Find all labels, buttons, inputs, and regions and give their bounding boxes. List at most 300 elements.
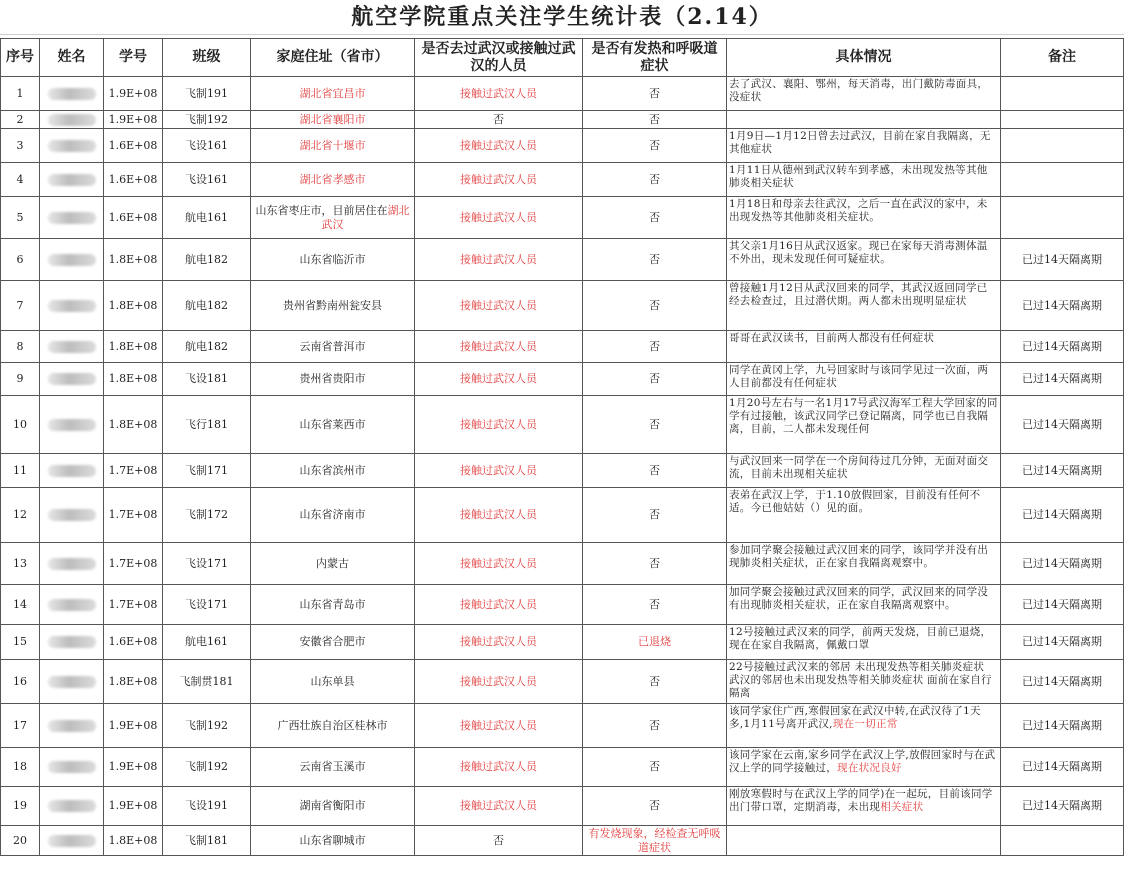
fever-text: 否	[649, 597, 660, 611]
address-cell	[251, 543, 415, 585]
name-cell	[40, 396, 104, 454]
detail-text: 22号接触过武汉来的邻居 未出现发热等相关肺炎症状 武汉的邻居也未出现发热等相关肺炎症状 面前在家自行隔离	[729, 661, 992, 699]
address-text: 湖北省宜昌市	[299, 86, 366, 100]
fever-cell	[583, 111, 727, 129]
note-cell	[1001, 704, 1124, 748]
detail-cell	[727, 748, 1001, 787]
note-cell	[1001, 197, 1124, 239]
fever-text: 否	[649, 417, 660, 431]
seq-text: 19	[13, 799, 27, 812]
class-cell	[163, 625, 251, 660]
student-id-text: 1.9E+08	[108, 718, 158, 732]
class-text: 飞制191	[185, 86, 228, 100]
wuhan-cell	[415, 748, 583, 787]
address-cell	[251, 129, 415, 163]
class-cell	[163, 748, 251, 787]
wuhan-cell	[415, 543, 583, 585]
name-redacted	[48, 373, 96, 385]
name-cell	[40, 111, 104, 129]
wuhan-cell	[415, 454, 583, 488]
name-cell	[40, 826, 104, 856]
student-id-text: 1.8E+08	[108, 674, 158, 688]
name-cell	[40, 625, 104, 660]
detail-text: 其父亲1月16日从武汉返家。现已在家每天消毒测体温不外出，现未发现任何可疑症状。	[729, 240, 988, 265]
name-cell	[40, 660, 104, 704]
detail-cell	[727, 787, 1001, 826]
name-cell	[40, 281, 104, 331]
detail-text: 该同学家在云南,家乡同学在武汉上学,放假回家时与在武汉上学的同学接触过，	[729, 749, 996, 774]
seq-text: 13	[13, 556, 27, 570]
name-redacted	[48, 800, 96, 812]
detail-cell	[727, 163, 1001, 197]
wuhan-cell	[415, 787, 583, 826]
wuhan-cell	[415, 660, 583, 704]
seq-cell	[1, 363, 40, 396]
header-address: 家庭住址（省市）	[251, 39, 415, 77]
fever-cell	[583, 748, 727, 787]
detail-red-text: 相关症状	[880, 801, 924, 813]
table-row	[1, 111, 1124, 129]
address-text: 贵州省贵阳市	[299, 372, 366, 385]
fever-text: 否	[649, 252, 660, 266]
fever-text: 否	[649, 508, 660, 521]
wuhan-contact-text: 接触过武汉人员	[460, 635, 537, 648]
class-text: 飞设161	[185, 138, 228, 152]
note-cell	[1001, 331, 1124, 363]
header-detail: 具体情况	[727, 39, 1001, 77]
table-row	[1, 826, 1124, 856]
wuhan-contact-text: 接触过武汉人员	[460, 138, 537, 152]
address-text: 山东省聊城市	[299, 833, 366, 847]
detail-cell	[727, 77, 1001, 111]
seq-text: 6	[16, 252, 24, 266]
id-cell	[104, 660, 163, 704]
note-cell	[1001, 239, 1124, 281]
fever-text: 否	[649, 799, 660, 812]
wuhan-cell	[415, 129, 583, 163]
table-row	[1, 331, 1124, 363]
wuhan-contact-text: 接触过武汉人员	[460, 597, 537, 611]
note-text: 已过14天隔离期	[1022, 718, 1102, 732]
note-cell	[1001, 396, 1124, 454]
address-text: 贵州省黔南州瓮安县	[283, 298, 382, 312]
table-row	[1, 77, 1124, 111]
id-cell	[104, 197, 163, 239]
fever-cell	[583, 543, 727, 585]
seq-text: 15	[13, 635, 27, 648]
seq-cell	[1, 197, 40, 239]
address-cell	[251, 748, 415, 787]
seq-cell	[1, 787, 40, 826]
fever-text: 否	[649, 463, 660, 477]
name-redacted	[48, 720, 96, 732]
fever-text: 否	[649, 112, 660, 126]
wuhan-cell	[415, 704, 583, 748]
student-id-text: 1.9E+08	[108, 112, 158, 126]
seq-text: 9	[16, 372, 24, 385]
fever-cell	[583, 660, 727, 704]
seq-text: 4	[16, 172, 24, 186]
wuhan-cell	[415, 488, 583, 543]
address-cell	[251, 111, 415, 129]
name-cell	[40, 748, 104, 787]
student-id-text: 1.7E+08	[108, 463, 158, 477]
fever-cell	[583, 625, 727, 660]
seq-cell	[1, 331, 40, 363]
class-text: 飞设171	[185, 556, 228, 570]
name-cell	[40, 129, 104, 163]
table-row	[1, 488, 1124, 543]
fever-text: 否	[649, 172, 660, 186]
student-id-text: 1.6E+08	[108, 635, 158, 648]
class-text: 飞制181	[185, 833, 228, 847]
table-row	[1, 454, 1124, 488]
student-id-text: 1.8E+08	[108, 833, 158, 847]
note-cell	[1001, 660, 1124, 704]
note-cell	[1001, 625, 1124, 660]
detail-text: 1月18日和母亲去往武汉，之后一直在武汉的家中，未出现发热等其他肺炎相关症状。	[729, 198, 988, 223]
fever-cell	[583, 826, 727, 856]
detail-text: 1月20号左右与一名1月17号武汉海军工程大学回家的同学有过接触，该武汉同学已登记隔离，同学也已自我隔离，目前，二人都未发现任何	[729, 397, 998, 435]
wuhan-contact-text: 接触过武汉人员	[460, 339, 537, 353]
class-text: 航电182	[185, 252, 228, 266]
id-cell	[104, 331, 163, 363]
address-text: 山东省青岛市	[299, 597, 366, 611]
address-cell	[251, 331, 415, 363]
fever-cell	[583, 704, 727, 748]
fever-cell	[583, 396, 727, 454]
name-redacted	[48, 114, 96, 126]
detail-cell	[727, 239, 1001, 281]
detail-text: 曾接触1月12日从武汉回来的同学，其武汉返回同学已经去检查过，且过潜伏期。两人都未出现明显症状	[729, 282, 988, 307]
wuhan-contact-text: 接触过武汉人员	[460, 718, 537, 732]
name-redacted	[48, 835, 96, 847]
class-text: 飞制192	[185, 718, 228, 732]
class-text: 飞设171	[185, 597, 228, 611]
address-cell	[251, 396, 415, 454]
wuhan-cell	[415, 625, 583, 660]
id-cell	[104, 281, 163, 331]
student-id-text: 1.8E+08	[108, 417, 158, 431]
id-cell	[104, 363, 163, 396]
class-cell	[163, 660, 251, 704]
seq-cell	[1, 239, 40, 281]
wuhan-cell	[415, 197, 583, 239]
detail-text: 刚放寒假时与在武汉上学的同学)在一起玩，目前该同学出门带口罩，定期消毒，未出现	[729, 788, 993, 813]
class-cell	[163, 77, 251, 111]
table-row	[1, 787, 1124, 826]
seq-text: 2	[16, 112, 24, 126]
detail-text: 1月9日—1月12日曾去过武汉，目前在家自我隔离，无其他症状	[729, 130, 991, 155]
table-row	[1, 129, 1124, 163]
table-row	[1, 396, 1124, 454]
name-cell	[40, 585, 104, 625]
class-cell	[163, 331, 251, 363]
student-id-text: 1.8E+08	[108, 372, 158, 385]
address-cell	[251, 585, 415, 625]
detail-cell	[727, 454, 1001, 488]
fever-text: 否	[649, 86, 660, 100]
wuhan-contact-text: 接触过武汉人员	[460, 298, 537, 312]
student-id-text: 1.9E+08	[108, 760, 158, 773]
table-row	[1, 281, 1124, 331]
fever-cell	[583, 363, 727, 396]
fever-cell	[583, 281, 727, 331]
class-text: 飞设161	[185, 172, 228, 186]
address-text: 安徽省合肥市	[299, 635, 366, 648]
id-cell	[104, 163, 163, 197]
name-redacted	[48, 465, 96, 477]
seq-cell	[1, 163, 40, 197]
id-cell	[104, 454, 163, 488]
address-cell	[251, 77, 415, 111]
seq-cell	[1, 77, 40, 111]
address-text: 云南省玉溪市	[299, 760, 366, 773]
fever-text: 否	[649, 372, 660, 385]
seq-cell	[1, 396, 40, 454]
wuhan-contact-text: 接触过武汉人员	[460, 508, 537, 521]
detail-text: 去了武汉、襄阳、鄂州，每天消毒，出门戴防毒面具，没症状	[729, 78, 989, 103]
wuhan-contact-text: 接触过武汉人员	[460, 210, 537, 224]
wuhan-contact-text: 接触过武汉人员	[460, 86, 537, 100]
detail-cell	[727, 625, 1001, 660]
address-cell	[251, 239, 415, 281]
class-text: 飞行181	[185, 417, 228, 431]
address-text: 湖北省襄阳市	[299, 112, 366, 126]
fever-text: 否	[649, 210, 660, 224]
id-cell	[104, 748, 163, 787]
detail-cell	[727, 585, 1001, 625]
note-cell	[1001, 826, 1124, 856]
id-cell	[104, 77, 163, 111]
detail-cell	[727, 660, 1001, 704]
wuhan-contact-text: 接触过武汉人员	[460, 556, 537, 570]
fever-text: 否	[649, 674, 660, 688]
fever-text: 否	[649, 339, 660, 353]
id-cell	[104, 543, 163, 585]
address-cell	[251, 625, 415, 660]
note-text: 已过14天隔离期	[1022, 252, 1102, 266]
name-cell	[40, 454, 104, 488]
note-text: 已过14天隔离期	[1022, 372, 1102, 385]
name-cell	[40, 331, 104, 363]
name-redacted	[48, 88, 96, 100]
student-table	[0, 38, 1124, 856]
note-cell	[1001, 363, 1124, 396]
address-cell	[251, 826, 415, 856]
detail-text: 与武汉回来一同学在一个房间待过几分钟，无面对面交流，目前未出现相关症状	[729, 455, 989, 480]
detail-red-text: 现在状况良好	[837, 762, 902, 774]
seq-cell	[1, 454, 40, 488]
fever-cell	[583, 129, 727, 163]
name-cell	[40, 543, 104, 585]
class-cell	[163, 163, 251, 197]
wuhan-contact-text: 接触过武汉人员	[460, 799, 537, 812]
class-text: 航电182	[185, 339, 228, 353]
detail-text: 12号接触过武汉来的同学，前两天发烧，目前已退烧，现在在家自我隔离，佩戴口罩	[729, 626, 992, 651]
name-cell	[40, 163, 104, 197]
detail-text: 参加同学聚会接触过武汉回来的同学，该同学并没有出现肺炎相关症状，正在家自我隔离观察中。	[729, 544, 989, 569]
note-text: 已过14天隔离期	[1022, 463, 1102, 477]
seq-text: 7	[16, 298, 24, 312]
seq-text: 3	[16, 138, 24, 152]
wuhan-cell	[415, 396, 583, 454]
address-text: 山东省济南市	[299, 508, 366, 521]
detail-cell	[727, 704, 1001, 748]
seq-cell	[1, 488, 40, 543]
note-cell	[1001, 543, 1124, 585]
header-note: 备注	[1001, 39, 1124, 77]
fever-text: 否	[649, 138, 660, 152]
detail-text: 该同学家住广西,寒假回家在武汉中转,在武汉待了1天多,1月11号离开武汉,	[729, 705, 981, 730]
table-row	[1, 660, 1124, 704]
table-body	[1, 77, 1124, 856]
id-cell	[104, 396, 163, 454]
class-text: 飞设191	[185, 799, 228, 812]
name-redacted	[48, 676, 96, 688]
id-cell	[104, 111, 163, 129]
seq-text: 1	[16, 86, 24, 100]
wuhan-cell	[415, 826, 583, 856]
student-id-text: 1.9E+08	[108, 799, 158, 812]
wuhan-contact-text: 接触过武汉人员	[460, 417, 537, 431]
class-cell	[163, 585, 251, 625]
address-cell	[251, 704, 415, 748]
seq-text: 16	[13, 674, 27, 688]
class-cell	[163, 704, 251, 748]
student-id-text: 1.8E+08	[108, 252, 158, 266]
seq-text: 18	[13, 760, 27, 773]
fever-text: 否	[649, 760, 660, 773]
class-text: 飞制171	[185, 463, 228, 477]
student-id-text: 1.6E+08	[108, 210, 158, 224]
name-redacted	[48, 212, 96, 224]
wuhan-contact-text: 接触过武汉人员	[460, 172, 537, 186]
address-text: 山东省莱西市	[299, 417, 366, 431]
id-cell	[104, 826, 163, 856]
note-text: 已过14天隔离期	[1022, 298, 1102, 312]
seq-cell	[1, 111, 40, 129]
fever-cell	[583, 331, 727, 363]
class-cell	[163, 488, 251, 543]
class-text: 航电182	[185, 298, 228, 312]
address-text: 山东省临沂市	[299, 252, 366, 266]
student-id-text: 1.9E+08	[108, 86, 158, 100]
student-id-text: 1.7E+08	[108, 597, 158, 611]
header-seq: 序号	[1, 39, 40, 77]
wuhan-contact-text: 接触过武汉人员	[460, 252, 537, 266]
id-cell	[104, 625, 163, 660]
header-fever: 是否有发热和呼吸道症状	[583, 39, 727, 77]
name-cell	[40, 787, 104, 826]
class-text: 飞制192	[185, 760, 228, 773]
table-row	[1, 197, 1124, 239]
address-text: 山东省滨州市	[299, 463, 366, 477]
table-row	[1, 363, 1124, 396]
name-redacted	[48, 636, 96, 648]
detail-cell	[727, 488, 1001, 543]
seq-cell	[1, 660, 40, 704]
class-cell	[163, 129, 251, 163]
detail-cell	[727, 543, 1001, 585]
fever-cell	[583, 585, 727, 625]
address-text: 山东省枣庄市，目前居住在	[255, 203, 388, 217]
wuhan-contact-text: 否	[493, 833, 504, 847]
table-row	[1, 163, 1124, 197]
name-cell	[40, 704, 104, 748]
class-cell	[163, 111, 251, 129]
detail-cell	[727, 363, 1001, 396]
name-redacted	[48, 300, 96, 312]
table-row	[1, 748, 1124, 787]
address-cell	[251, 488, 415, 543]
address-text: 湖南省衡阳市	[299, 799, 366, 812]
note-cell	[1001, 281, 1124, 331]
detail-text: 表弟在武汉上学，于1.10放假回家，目前没有任何不适。今已他姑姑（）见的面。	[729, 489, 981, 514]
name-redacted	[48, 419, 96, 431]
address-text: 云南省普洱市	[299, 339, 366, 353]
name-redacted	[48, 599, 96, 611]
seq-cell	[1, 585, 40, 625]
class-cell	[163, 454, 251, 488]
name-redacted	[48, 341, 96, 353]
fever-cell	[583, 197, 727, 239]
detail-cell	[727, 281, 1001, 331]
note-cell	[1001, 111, 1124, 129]
note-cell	[1001, 585, 1124, 625]
table-row	[1, 585, 1124, 625]
seq-text: 10	[13, 417, 27, 431]
header-id: 学号	[104, 39, 163, 77]
address-cell	[251, 454, 415, 488]
id-cell	[104, 239, 163, 281]
address-cell	[251, 197, 415, 239]
table-row	[1, 625, 1124, 660]
seq-text: 8	[16, 339, 24, 353]
class-text: 飞制贯181	[179, 674, 234, 688]
note-cell	[1001, 77, 1124, 111]
seq-text: 11	[13, 463, 27, 477]
note-text: 已过14天隔离期	[1022, 674, 1102, 688]
name-redacted	[48, 558, 96, 570]
name-cell	[40, 488, 104, 543]
wuhan-cell	[415, 585, 583, 625]
note-text: 已过14天隔离期	[1022, 597, 1102, 611]
student-id-text: 1.6E+08	[108, 172, 158, 186]
detail-red-text: 现在一切正常	[832, 718, 898, 730]
note-text: 已过14天隔离期	[1022, 339, 1102, 353]
class-cell	[163, 363, 251, 396]
detail-cell	[727, 396, 1001, 454]
address-text: 内蒙古	[316, 556, 349, 570]
note-text: 已过14天隔离期	[1022, 556, 1102, 570]
name-cell	[40, 197, 104, 239]
fever-cell	[583, 77, 727, 111]
page-title: 航空学院重点关注学生统计表（2.14）	[351, 4, 773, 30]
wuhan-contact-text: 否	[493, 112, 504, 126]
address-cell	[251, 363, 415, 396]
fever-text: 否	[649, 718, 660, 732]
wuhan-cell	[415, 163, 583, 197]
table-row	[1, 239, 1124, 281]
id-cell	[104, 704, 163, 748]
seq-text: 14	[13, 597, 27, 611]
name-redacted	[48, 254, 96, 266]
address-text: 山东单县	[310, 674, 355, 688]
wuhan-contact-text: 接触过武汉人员	[460, 372, 537, 385]
table-row	[1, 543, 1124, 585]
name-cell	[40, 77, 104, 111]
